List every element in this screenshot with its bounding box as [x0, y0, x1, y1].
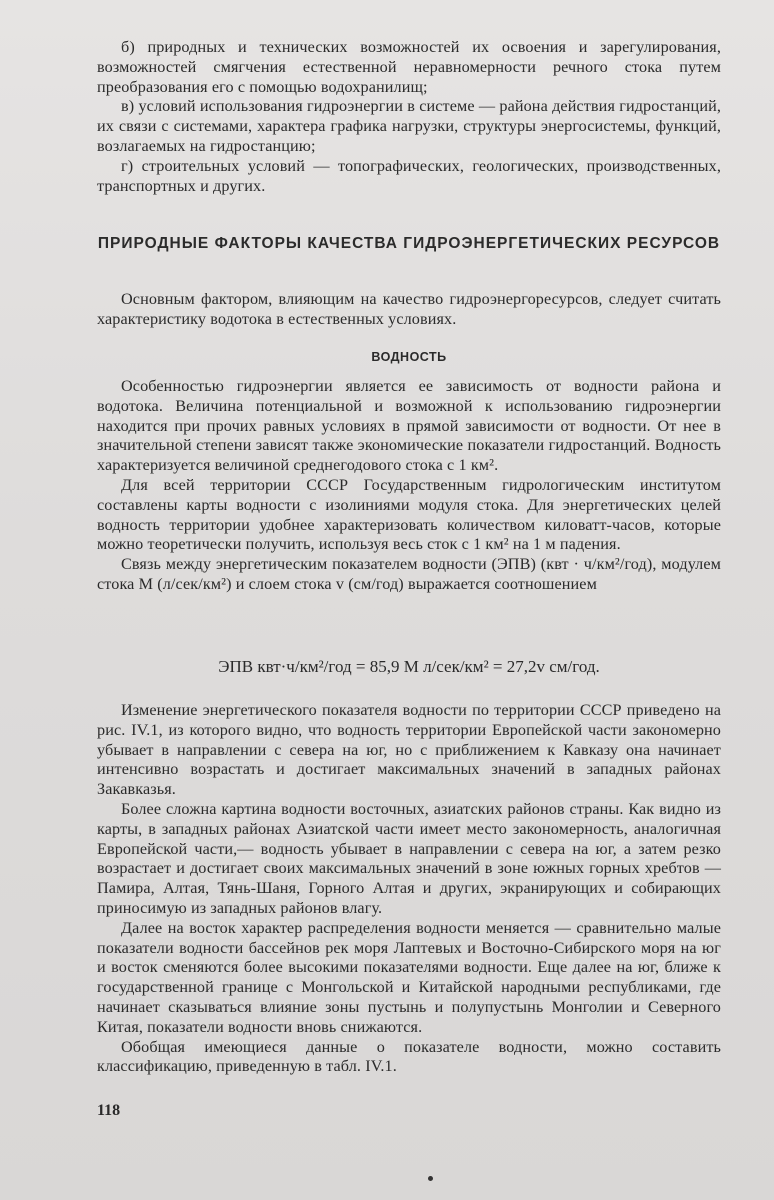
paragraph-7: Обобщая имеющиеся данные о показателе водности, можно составить классификацию, приведенную в табл. IV.1. — [97, 1037, 721, 1076]
top-list — [97, 38, 721, 196]
list-item-g: г) строительных условий — топографических, геологических, производственных, транспортных и других. — [97, 156, 721, 195]
paragraph-2: Для всей территории СССР Государственным гидрологическим институтом составлены карты водности с изолиниями модуля стока. Для энергетических целей водность территории удобнее характеризовать количеством киловатт-часов, которые можно теоретически получить, используя весь сток с 1 км² на 1 м падения. — [97, 475, 721, 554]
formula: ЭПВ квт·ч/км²/год = 85,9 М л/сек/км² = 27,2v см/год. — [218, 657, 600, 676]
section-title: ПРИРОДНЫЕ ФАКТОРЫ КАЧЕСТВА ГИДРОЭНЕРГЕТИЧЕСКИХ РЕСУРСОВ — [97, 235, 721, 252]
paragraph-3: Связь между энергетическим показателем водности (ЭПВ) (квт · ч/км²/год), модулем стока М (л/сек/км²) и слоем стока v (см/год) выражается соотношением — [97, 555, 721, 593]
body-block-2 — [97, 701, 721, 1077]
paragraph-1: Особенностью гидроэнергии является ее зависимость от водности района и водотока. Величина потенциальной и возможной к использованию гидроэнергии находится при прочих равных условиях в прямой зависимости от водности. От нее в значительной степени зависят также экономические показатели гидростанций. Водность характеризуется величиной среднегодового стока с 1 км². — [97, 377, 721, 475]
section-intro: Основным фактором, влияющим на качество гидроэнергоресурсов, следует считать характеристику водотока в естественных условиях. — [97, 290, 721, 328]
print-speck — [428, 1176, 433, 1181]
subsection-title: ВОДНОСТЬ — [371, 350, 447, 364]
paragraph-5: Более сложна картина водности восточных, азиатских районов страны. Как видно из карты, в западных районах Азиатской части имеет место закономерность, аналогичная Европейской части,— водность убывает в направлении с севера на юг, а затем резко возрастает и достигает своих максимальных значений в зоне южных горных хребтов — Памира, Алтая, Тянь-Шаня, Горного Алтая и других, экранирующих и собирающих приносимую из западных районов влагу. — [97, 799, 721, 917]
list-item-v: в) условий использования гидроэнергии в системе — района действия гидростанций, их связи с системами, характера графика нагрузки, структуры энергосистемы, функций, возлагаемых на гидростанцию; — [97, 97, 721, 155]
list-item-b: б) природных и технических возможностей их освоения и зарегулирования, возможностей смягчения естественной неравномерности речного стока путем преобразования его с помощью водохранилищ; — [97, 38, 721, 96]
page-number: 118 — [97, 1102, 121, 1119]
paragraph-4: Изменение энергетического показателя водности по территории СССР приведено на рис. IV.1, из которого видно, что водность территории Европейской части закономерно убывает в направлении с севера на юг, но с приближением к Кавказу она начинает интенсивно возрастать и достигает максимальных значений в западных районах Закавказья. — [97, 701, 721, 799]
section-intro-block — [97, 290, 721, 330]
body-block-1 — [97, 377, 721, 595]
paragraph-6: Далее на восток характер распределения водности меняется — сравнительно малые показатели водности бассейнов рек моря Лаптевых и Восточно-Сибирского моря на юг и восток сменяются более высокими показателями водности. Еще далее на юг, ближе к государственной границе с Монгольской и Китайской народными республиками, где начинает сказываться влияние зоны пустынь и полупустынь Монголии и Северного Китая, показатели водности вновь снижаются. — [97, 918, 721, 1036]
